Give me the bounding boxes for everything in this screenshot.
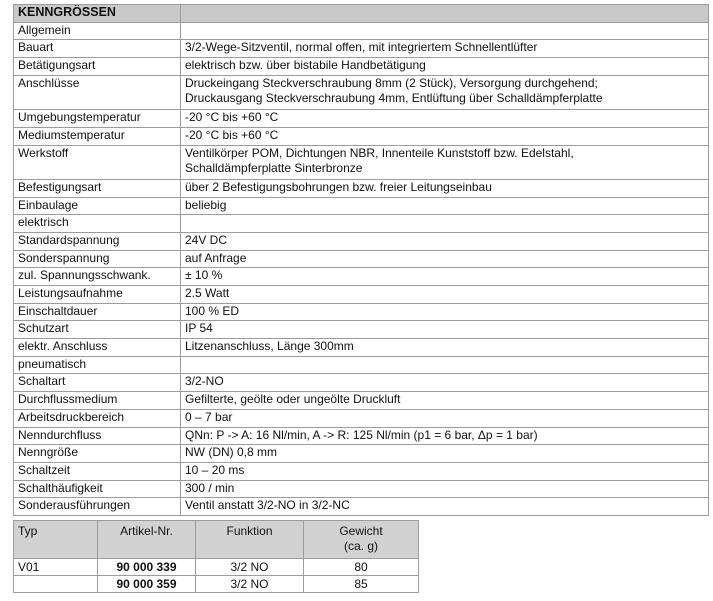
spec-value: 24V DC — [185, 232, 228, 247]
variant-gewicht: 80 — [304, 559, 419, 576]
spec-row — [14, 232, 709, 250]
variant-row — [14, 576, 419, 593]
spec-value-cell — [181, 462, 709, 480]
spec-value-cell — [181, 480, 709, 498]
spec-row — [14, 498, 709, 516]
spec-value: 100 % ED — [185, 303, 240, 318]
spec-label: Nenndurchfluss — [14, 427, 181, 445]
spec-value: ± 10 % — [185, 268, 223, 283]
spec-value-cell — [181, 339, 709, 357]
spec-row — [14, 58, 709, 76]
spec-value-cell — [181, 58, 709, 76]
spec-label: Mediumstemperatur — [14, 127, 181, 145]
spec-value-line2: Schalldämpferplatte Sinterbronze — [185, 160, 363, 175]
spec-row — [14, 427, 709, 445]
variant-header-row — [14, 521, 419, 559]
spec-value-line2: Druckausgang Steckverschraubung 4mm, Entlüftung über Schalldämpferplatte — [185, 90, 603, 105]
spec-value: Ventil anstatt 3/2-NO in 3/2-NC — [185, 498, 350, 513]
spec-row — [14, 303, 709, 321]
spec-row — [14, 409, 709, 427]
spec-value: NW (DN) 0,8 mm — [185, 445, 277, 460]
spec-value: über 2 Befestigungsbohrungen bzw. freier Leitungseinbau — [185, 179, 492, 194]
spec-value-cell — [181, 286, 709, 304]
variant-artikel: 90 000 339 — [98, 559, 196, 576]
spec-label: Schaltzeit — [14, 462, 181, 480]
spec-label: pneumatisch — [14, 356, 181, 374]
spec-value-cell — [181, 215, 709, 233]
variant-typ: V01 — [14, 559, 98, 576]
spec-value-cell — [181, 127, 709, 145]
variant-table — [13, 520, 419, 593]
spec-value: Ventilkörper POM, Dichtungen NBR, Innenteile Kunststoff bzw. Edelstahl, — [185, 145, 574, 160]
spec-header-empty-cell — [181, 5, 709, 23]
spec-value: 3/2-NO — [185, 374, 224, 389]
spec-value: 300 / min — [185, 480, 235, 495]
spec-row — [14, 197, 709, 215]
spec-value-cell — [181, 40, 709, 58]
spec-value: -20 °C bis +60 °C — [185, 127, 279, 142]
spec-row — [14, 250, 709, 268]
header-funktion: Funktion — [196, 521, 304, 559]
spec-table — [13, 4, 709, 516]
spec-value: -20 °C bis +60 °C — [185, 110, 279, 125]
spec-value: Gefilterte, geölte oder ungeölte Druckluft — [185, 392, 401, 407]
spec-label: elektrisch — [14, 215, 181, 233]
spec-value-cell — [181, 250, 709, 268]
header-gewicht-label: Gewicht — [339, 524, 383, 538]
spec-value-cell — [181, 75, 709, 109]
variant-funktion: 3/2 NO — [196, 576, 304, 593]
spec-row — [14, 321, 709, 339]
spec-label: Schalthäufigkeit — [14, 480, 181, 498]
spec-label: elektr. Anschluss — [14, 339, 181, 357]
spec-value-cell — [181, 145, 709, 179]
variant-table-body — [14, 559, 419, 593]
spec-value: 0 – 7 bar — [185, 409, 233, 424]
header-artikel: Artikel-Nr. — [98, 521, 196, 559]
spec-label: Durchflussmedium — [14, 392, 181, 410]
spec-label: Umgebungstemperatur — [14, 110, 181, 128]
spec-label: Einschaltdauer — [14, 303, 181, 321]
spec-label: Schaltart — [14, 374, 181, 392]
spec-row — [14, 22, 709, 40]
spec-row — [14, 356, 709, 374]
spec-label: Einbaulage — [14, 197, 181, 215]
spec-row — [14, 110, 709, 128]
spec-row — [14, 268, 709, 286]
spec-label: Anschlüsse — [14, 75, 181, 109]
spec-row — [14, 75, 709, 109]
spec-value-cell — [181, 232, 709, 250]
spec-table-body — [14, 5, 709, 516]
spec-label: Werkstoff — [14, 145, 181, 179]
spec-row — [14, 145, 709, 179]
spec-value: 3/2-Wege-Sitzventil, normal offen, mit integriertem Schnellentlüfter — [185, 40, 538, 55]
spec-label: Sonderspannung — [14, 250, 181, 268]
variant-typ — [14, 576, 98, 593]
spec-row — [14, 392, 709, 410]
spec-header-row — [14, 5, 709, 23]
variant-funktion: 3/2 NO — [196, 559, 304, 576]
spec-label: Schutzart — [14, 321, 181, 339]
spec-row — [14, 480, 709, 498]
spec-value: 2.5 Watt — [185, 286, 230, 301]
spec-value-cell — [181, 303, 709, 321]
spec-label: Leistungsaufnahme — [14, 286, 181, 304]
spec-label: Befestigungsart — [14, 179, 181, 197]
spec-label: Betätigungsart — [14, 58, 181, 76]
spec-value: 10 – 20 ms — [185, 462, 245, 477]
spec-label: Sonderausführungen — [14, 498, 181, 516]
spec-label: Bauart — [14, 40, 181, 58]
spec-value: IP 54 — [185, 321, 213, 336]
spec-label: Allgemein — [14, 22, 181, 40]
variant-artikel: 90 000 359 — [98, 576, 196, 593]
spec-row — [14, 215, 709, 233]
spec-value: auf Anfrage — [185, 250, 247, 265]
spec-value: Druckeingang Steckverschraubung 8mm (2 Stück), Versorgung durchgehend; — [185, 75, 598, 90]
spec-label: Arbeitsdruckbereich — [14, 409, 181, 427]
spec-label: Standardspannung — [14, 232, 181, 250]
spec-value-cell — [181, 498, 709, 516]
spec-value-cell — [181, 445, 709, 463]
spec-row — [14, 40, 709, 58]
spec-value-cell — [181, 374, 709, 392]
header-gewicht-unit: (ca. g) — [343, 539, 378, 553]
spec-label: zul. Spannungsschwank. — [14, 268, 181, 286]
spec-value-cell — [181, 22, 709, 40]
spec-value-cell — [181, 409, 709, 427]
spec-value: elektrisch bzw. über bistabile Handbetätigung — [185, 58, 426, 73]
spec-value: Litzenanschluss, Länge 300mm — [185, 339, 354, 354]
spec-value: QNn: P -> A: 16 Nl/min, A -> R: 125 Nl/min (p1 = 6 bar, Δp = 1 bar) — [185, 427, 538, 442]
spec-row — [14, 127, 709, 145]
spec-value-cell — [181, 197, 709, 215]
spec-value-cell — [181, 321, 709, 339]
spec-value-cell — [181, 268, 709, 286]
variant-table-head — [14, 521, 419, 559]
header-typ: Typ — [14, 521, 98, 559]
spec-row — [14, 445, 709, 463]
spec-value-cell — [181, 356, 709, 374]
spec-row — [14, 339, 709, 357]
spec-title: KENNGRÖSSEN — [14, 5, 181, 23]
spec-value: beliebig — [185, 197, 227, 212]
spec-value-cell — [181, 392, 709, 410]
variant-gewicht: 85 — [304, 576, 419, 593]
spec-label: Nenngröße — [14, 445, 181, 463]
spec-row — [14, 462, 709, 480]
spec-value-cell — [181, 179, 709, 197]
spec-row — [14, 374, 709, 392]
spec-row — [14, 286, 709, 304]
spec-value-cell — [181, 110, 709, 128]
header-gewicht — [304, 521, 419, 559]
spec-value-cell — [181, 427, 709, 445]
variant-row — [14, 559, 419, 576]
spec-row — [14, 179, 709, 197]
